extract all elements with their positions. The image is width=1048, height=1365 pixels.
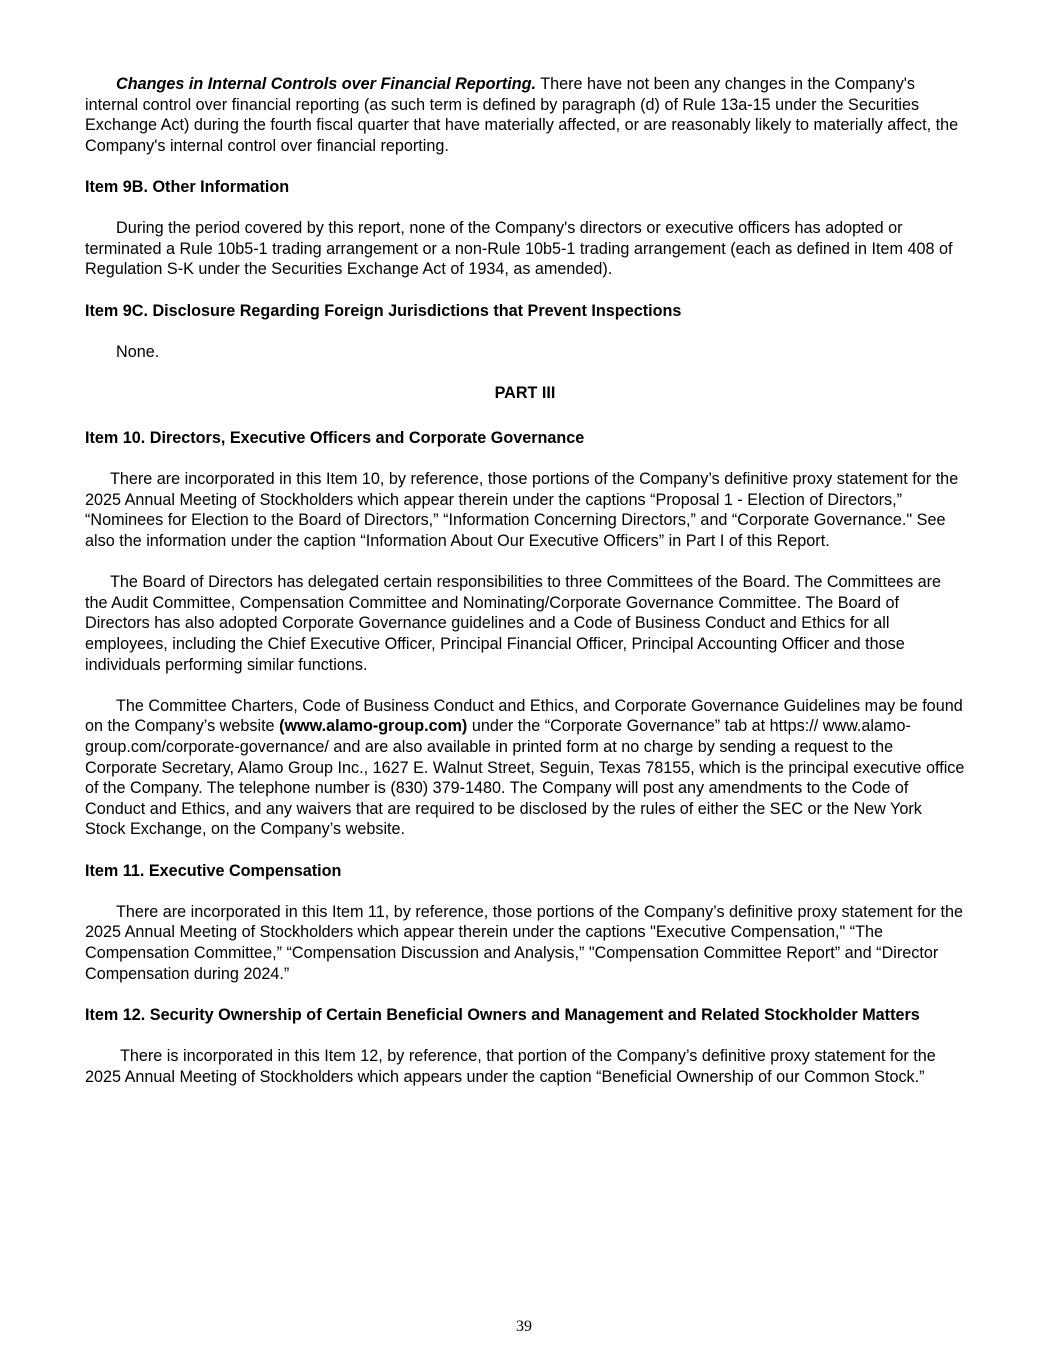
part-title: PART III <box>494 383 556 402</box>
item-9c-heading: Item 9C. Disclosure Regarding Foreign Jurisdictions that Prevent Inspections <box>85 301 682 320</box>
internal-controls-paragraph <box>85 74 965 156</box>
item-10-paragraph-2: The Board of Directors has delegated certain responsibilities to three Committees of the Board. The Committees are the Audit Committee, Compensation Committee and Nominating/Corporate Governance Committee. The Board of Directors has also adopted Corporate Governance guidelines and a Code of Business Conduct and Ethics for all employees, including the Chief Executive Officer, Principal Financial Officer, Principal Accounting Officer and those individuals performing similar functions. <box>85 573 942 674</box>
item-11-heading: Item 11. Executive Compensation <box>85 861 342 880</box>
item-12-heading: Item 12. Security Ownership of Certain Beneficial Owners and Management and Related Stockholder Matters <box>85 1005 920 1024</box>
page-number: 39 <box>516 1318 532 1335</box>
item-9b-body: During the period covered by this report, none of the Company's directors or executive officers has adopted or terminated a Rule 10b5-1 trading arrangement or a non-Rule 10b5-1 trading arrangement (each as defined in Item 408 of Regulation S-K under the Securities Exchange Act of 1934, as amended). <box>85 219 953 279</box>
item-9b-heading: Item 9B. Other Information <box>85 177 290 196</box>
item-9c-body: None. <box>116 342 160 361</box>
item-10-heading: Item 10. Directors, Executive Officers and Corporate Governance <box>85 429 585 448</box>
internal-controls-body: There have not been any changes in the Company's internal control over financial reporting (as such term is defined by paragraph (d) of Rule 13a-15 under the Securities Exchange Act) during the fourth fiscal quarter that have materially affected, or are reasonably likely to materially affect, the Company's internal control over financial reporting. <box>85 75 959 155</box>
item-10-paragraph-3-end: under the “Corporate Governance” tab at https:// www.alamo-group.com/corporate-governance/ and are also available in printed form at no charge by sending a request to the Corporate Secretary, Alamo Group Inc., 1627 E. Walnut Street, Seguin, Texas 78155, which is the principal executive office of the Company. The telephone number is (830) 379-1480. The Company will post any amendments to the Code of Conduct and Ethics, and any waivers that are required to be disclosed by the rules of either the SEC or the New York Stock Exchange, on the Company’s website. <box>85 717 965 839</box>
item-11-body: There are incorporated in this Item 11, by reference, those portions of the Company’s definitive proxy statement for the 2025 Annual Meeting of Stockholders which appear therein under the captions "Executive Compensation," “The Compensation Committee,” “Compensation Discussion and Analysis,” "Compensation Committee Report” and “Director Compensation during 2024.” <box>85 902 963 983</box>
item-10-paragraph-3-start: The Committee Charters, Code of Business Conduct and Ethics, and Corporate Governance Guidelines may be found on the Company’s website <box>85 696 963 736</box>
company-website: (www.alamo-group.com) <box>279 717 468 736</box>
item-12-body: There is incorporated in this Item 12, by reference, that portion of the Company’s definitive proxy statement for the 2025 Annual Meeting of Stockholders which appears under the caption “Beneficial Ownership of our Common Stock.” <box>85 1046 936 1086</box>
item-10-paragraph-3 <box>85 696 965 840</box>
item-10-paragraph-1: There are incorporated in this Item 10, by reference, those portions of the Company’s definitive proxy statement for the 2025 Annual Meeting of Stockholders which appear therein under the captions “Proposal 1 - Election of Directors,” “Nominees for Election to the Board of Directors,” “Information Concerning Directors,” and “Corporate Governance." See also the information under the caption “Information About Our Executive Officers” in Part I of this Report. <box>85 470 959 551</box>
internal-controls-lead: Changes in Internal Controls over Financial Reporting. <box>116 75 537 93</box>
document-page <box>85 74 965 1108</box>
